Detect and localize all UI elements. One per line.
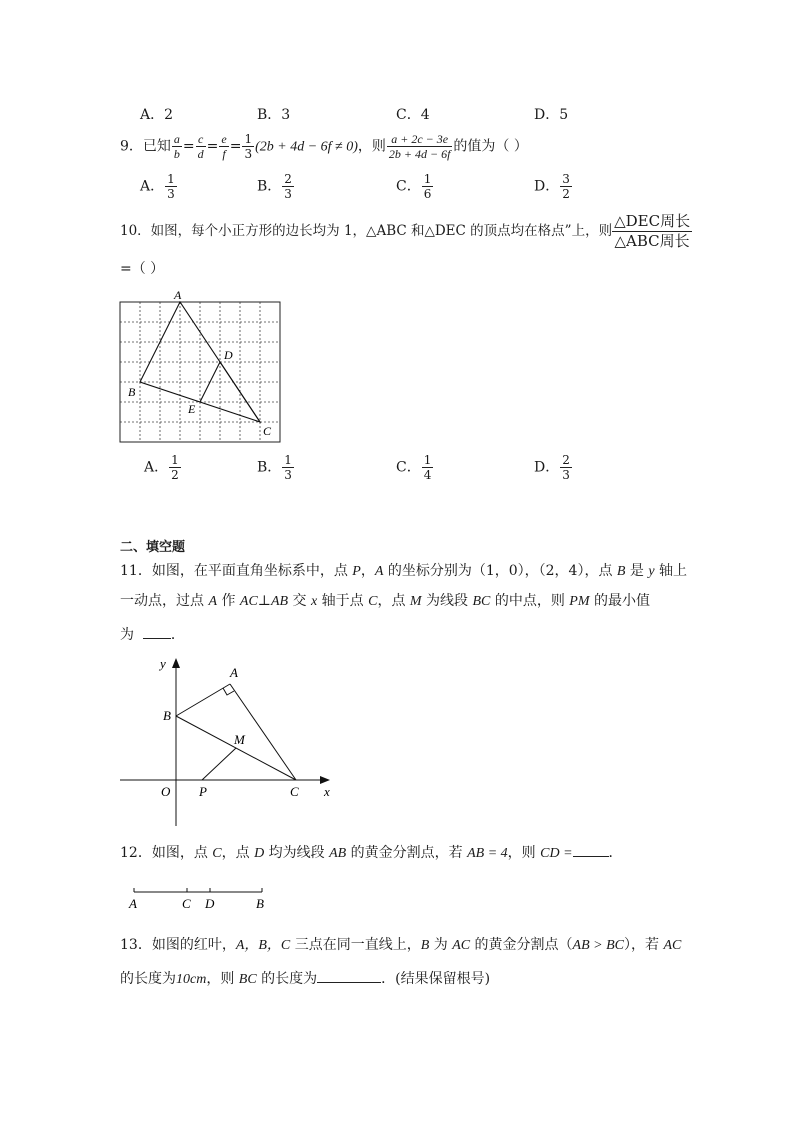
q11-line2: 一动点，过点 A 作 AC⊥AB 交 x 轴于点 C，点 M 为线段 BC 的中点，则 PM 的最小值 [120, 593, 650, 609]
q8-option-b[interactable]: B．3 [257, 107, 291, 123]
q9-fraction-a-b: $\frac{a}{b}$ [173, 132, 180, 161]
right-angle-mark [223, 688, 234, 695]
q12-answer-blank[interactable] [573, 842, 609, 857]
q12-segment-figure [124, 882, 274, 912]
q9-target-fraction: $\frac{a + 2c - 3e}{2b + 4d - 6f}$ [388, 132, 451, 161]
q11-answer-blank[interactable] [143, 624, 171, 639]
q9-number: 9．已知 [120, 138, 171, 155]
q10-text: 10．如图，每个小正方形的边长均为 1，△ABC 和△DEC 的顶点均在格点”上，则 [120, 223, 613, 239]
label-m: M [234, 732, 245, 747]
q10-grid-figure [112, 286, 292, 446]
triangle-dec [200, 362, 260, 422]
q9-option-d[interactable]: D． $\frac{3}{2}$ [534, 172, 570, 201]
label-b: B [256, 896, 264, 911]
q11-line1: 11．如图，在平面直角坐标系中，点 P，A 的坐标分别为（1，0），（2，4），点 B 是 y 轴上 [120, 563, 688, 579]
segment-ba [176, 684, 230, 716]
section-title: 二、填空题 [120, 540, 186, 555]
label-a: A [230, 665, 238, 680]
q10-option-b[interactable]: B． $\frac{1}{3}$ [257, 453, 292, 482]
q9-fraction-one-third: $\frac{1}{3}$ [244, 132, 253, 161]
q13-line1: 13．如图的红叶，A，B，C 三点在同一直线上，B 为 AC 的黄金分割点（AB > BC），若 AC [120, 937, 682, 953]
label-b: B [128, 385, 136, 399]
label-d: D [224, 348, 233, 362]
label-a: A [129, 896, 137, 911]
label-d: D [205, 896, 215, 911]
q10-stem [120, 212, 692, 251]
label-b: B [163, 708, 171, 723]
segment-pm [202, 748, 236, 780]
q10-option-a[interactable]: A． $\frac{1}{2}$ [144, 453, 179, 482]
q10-option-c[interactable]: C． $\frac{1}{4}$ [396, 453, 432, 482]
label-a: A [174, 288, 182, 302]
label-e: E [188, 402, 196, 416]
y-axis-arrow-icon [172, 658, 180, 668]
q13-line2: 的长度为10cm，则 BC 的长度为 ．(结果保留根号) [120, 968, 490, 989]
x-axis-arrow-icon [320, 776, 330, 784]
q9-option-a[interactable]: A． $\frac{1}{3}$ [140, 172, 175, 201]
q10-perimeter-ratio: $\frac{\text{△DEC周长}}{\text{△ABC周长}}$ [614, 212, 691, 250]
q9-stem: 9．已知 $\frac{a}{b}$ = $\frac{c}{d}$ = $\frac{e}{f}$ = $\frac{1}{3}$ (2b + 4d − 6f ≠ 0)，则 $\frac{a + 2c - 3e}{2b + 4d - 6f}$ 的值为（ ） [120, 132, 528, 161]
label-c: C [290, 784, 299, 799]
q9-option-b[interactable]: B． $\frac{2}{3}$ [257, 172, 292, 201]
q10-equals-bracket: =（ ） [120, 261, 165, 277]
q9-fraction-c-d: $\frac{c}{d}$ [197, 132, 204, 161]
label-p: P [199, 784, 207, 799]
q13-answer-blank[interactable] [317, 968, 381, 983]
q8-option-a[interactable]: A．2 [140, 107, 174, 123]
label-y: y [160, 656, 166, 671]
q8-option-c[interactable]: C．4 [396, 107, 430, 123]
q11-coordinate-figure [112, 650, 342, 830]
q9-option-c[interactable]: C． $\frac{1}{6}$ [396, 172, 432, 201]
label-x: x [324, 784, 330, 799]
label-c: C [263, 424, 272, 438]
q9-fraction-e-f: $\frac{e}{f}$ [221, 132, 227, 161]
q8-option-d[interactable]: D．5 [534, 107, 569, 123]
q9-answer-bracket: 的值为（ ） [453, 138, 528, 155]
label-c: C [182, 896, 191, 911]
q12-stem: 12．如图，点 C，点 D 均为线段 AB 的黄金分割点，若 AB = 4，则 CD = ． [120, 842, 623, 863]
q9-condition: (2b + 4d − 6f ≠ 0) [255, 139, 358, 155]
q10-option-d[interactable]: D． $\frac{2}{3}$ [534, 453, 570, 482]
q11-line3: 为 ． [120, 624, 185, 644]
label-o: O [161, 784, 171, 799]
